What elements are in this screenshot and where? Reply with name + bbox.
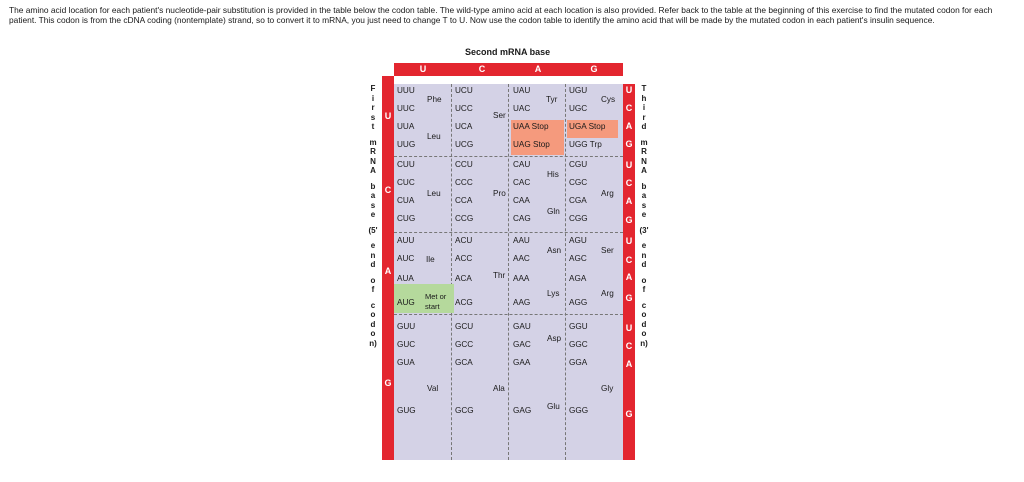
third-base-label: C <box>625 341 633 351</box>
codon-cell: GGU <box>569 322 588 331</box>
third-base-label: C <box>625 103 633 113</box>
codon-cell: CGA <box>569 196 587 205</box>
codon-cell: CGG <box>569 214 588 223</box>
codon-cell: UCA <box>455 122 473 131</box>
codon-cell: CGU <box>569 160 588 169</box>
second-base-a: A <box>534 64 542 74</box>
third-base-label: G <box>625 215 633 225</box>
third-base-label: U <box>625 85 633 95</box>
first-base-g: G <box>384 378 392 388</box>
axis-char: (5' <box>368 225 378 235</box>
third-base-label: C <box>625 178 633 188</box>
codon-cell: GCU <box>455 322 474 331</box>
axis-char: h <box>641 93 647 103</box>
axis-char: b <box>641 181 647 191</box>
axis-char: d <box>641 319 647 329</box>
second-base-g: G <box>590 64 598 74</box>
aa-leu: Leu <box>427 132 441 141</box>
axis-char: R <box>370 147 376 156</box>
codon-cell: GCG <box>455 406 474 415</box>
codon-cell: CAG <box>513 214 531 223</box>
axis-char: t <box>371 122 375 131</box>
codon-cell: AAU <box>513 236 530 245</box>
axis-char: s <box>641 200 647 210</box>
first-base-c: C <box>384 185 392 195</box>
axis-char: m <box>369 137 377 147</box>
axis-char: d <box>370 260 376 269</box>
codon-cell: CCG <box>455 214 474 223</box>
axis-char: (3' <box>639 225 649 235</box>
table-title: Second mRNA base <box>465 47 551 57</box>
codon-cell: GAA <box>513 358 531 367</box>
codon-cell: UCG <box>455 140 474 149</box>
aa-phe: Phe <box>427 95 442 104</box>
codon-cell: GGG <box>569 406 589 415</box>
axis-char: T <box>641 84 647 93</box>
first-base-u: U <box>384 111 392 121</box>
third-base-label: G <box>625 293 633 303</box>
aa-thr: Thr <box>493 271 506 280</box>
aa-met: Met or <box>425 292 447 301</box>
axis-char: f <box>371 285 375 294</box>
codon-cell: CUA <box>397 196 415 205</box>
aa-start: start <box>425 302 440 311</box>
codon-cell: AGU <box>569 236 587 245</box>
codon-cell: UUC <box>397 104 415 113</box>
codon-cell: AAC <box>513 254 530 263</box>
axis-char: i <box>642 103 646 112</box>
axis-char: e <box>641 210 647 219</box>
axis-char: i <box>371 93 375 103</box>
codon-cell: UUG <box>397 140 416 149</box>
axis-char: c <box>370 300 376 310</box>
codon-cell: ACG <box>455 298 473 307</box>
aa-arg-2: Arg <box>601 289 614 298</box>
aa-cys: Cys <box>601 95 616 104</box>
aa-glu: Glu <box>547 402 560 411</box>
aa-lys: Lys <box>547 289 560 298</box>
third-mrna-base-axis-label <box>639 84 649 348</box>
axis-char: N <box>641 156 647 166</box>
codon-cell: GGC <box>569 340 588 349</box>
axis-char: m <box>640 137 648 147</box>
aa-arg: Arg <box>601 189 614 198</box>
axis-char: d <box>370 319 376 329</box>
second-base-u: U <box>419 64 427 74</box>
axis-char: o <box>370 275 376 285</box>
aa-leu-2: Leu <box>427 189 441 198</box>
aa-his: His <box>547 170 559 179</box>
aa-pro: Pro <box>493 189 506 198</box>
codon-cell: ACA <box>455 274 472 283</box>
axis-char: A <box>370 166 376 175</box>
codon-cell: AAA <box>513 274 530 283</box>
first-base-a: A <box>384 266 392 276</box>
third-base-label: U <box>625 323 633 333</box>
codon-cell: CCC <box>455 178 473 187</box>
third-base-label: A <box>625 359 633 369</box>
codon-cell: UGA Stop <box>569 122 606 131</box>
codon-cell: AUU <box>397 236 415 245</box>
aa-gly: Gly <box>601 384 614 393</box>
second-base-c: C <box>478 64 486 74</box>
third-base-label: G <box>625 409 633 419</box>
axis-char: e <box>370 210 376 219</box>
third-base-label: U <box>625 160 633 170</box>
codon-cell: CGC <box>569 178 588 187</box>
aa-asp: Asp <box>547 334 562 343</box>
codon-grid <box>394 84 623 460</box>
axis-char: s <box>370 112 376 122</box>
axis-char: N <box>370 156 376 166</box>
codon-cell: AUG <box>397 298 415 307</box>
axis-char: a <box>641 191 647 200</box>
codon-cell: GUC <box>397 340 416 349</box>
aa-ser: Ser <box>493 111 506 120</box>
axis-char: n <box>370 250 376 260</box>
third-base-label: A <box>625 121 633 131</box>
codon-cell: UUA <box>397 122 415 131</box>
axis-char: o <box>370 329 376 338</box>
codon-cell: ACU <box>455 236 473 245</box>
codon-cell: UGC <box>569 104 588 113</box>
axis-char: s <box>370 200 376 210</box>
axis-char: a <box>370 191 376 200</box>
third-base-label: C <box>625 255 633 265</box>
codon-cell: CAU <box>513 160 531 169</box>
codon-cell: GUA <box>397 358 415 367</box>
axis-char: R <box>641 147 647 156</box>
codon-cell: GGA <box>569 358 588 367</box>
axis-char: d <box>641 122 647 131</box>
codon-cell: CCA <box>455 196 473 205</box>
codon-cell: GUU <box>397 322 416 331</box>
third-base-label: G <box>625 139 633 149</box>
aa-ile: Ile <box>426 255 435 264</box>
axis-char: d <box>641 260 647 269</box>
codon-cell: ACC <box>455 254 473 263</box>
axis-char: e <box>641 241 647 250</box>
codon-cell: AAG <box>513 298 531 307</box>
codon-cell: AGC <box>569 254 587 263</box>
codon-cell: AGA <box>569 274 587 283</box>
codon-cell: AUC <box>397 254 415 263</box>
codon-cell: UUU <box>397 86 415 95</box>
codon-cell: CAC <box>513 178 531 187</box>
codon-cell: GAC <box>513 340 531 349</box>
axis-char: n) <box>640 338 648 348</box>
first-mrna-base-axis-label <box>368 84 378 348</box>
aa-asn: Asn <box>547 246 562 255</box>
axis-char: o <box>641 329 647 338</box>
axis-char: F <box>370 84 376 93</box>
codon-cell: UCU <box>455 86 473 95</box>
codon-cell: CUC <box>397 178 415 187</box>
aa-gln: Gln <box>547 207 560 216</box>
third-base-label: A <box>625 196 633 206</box>
aa-tyr: Tyr <box>546 95 558 104</box>
codon-cell: UCC <box>455 104 473 113</box>
codon-cell: UAU <box>513 86 531 95</box>
codon-cell: GCC <box>455 340 474 349</box>
codon-cell: CAA <box>513 196 530 205</box>
codon-cell: GAU <box>513 322 531 331</box>
axis-char: r <box>371 103 375 112</box>
instructions-text: The amino acid location for each patient's nucleotide-pair substitution is provided in the table below the codon table. The wild-type amino acid at each location is also provided. Refer back to the table at the beginning of this exercise to find the mutated codon for each patient. This codon is from the cDNA coding (nontemplate) strand, so to convert it to mRNA, you just need to change T to U. Now use the codon table to identify the amino acid that will be made by the mutated codon in each patient's insulin sequence. <box>9 5 993 26</box>
codon-cell: UAC <box>513 104 531 113</box>
codon-cell: GUG <box>397 406 416 415</box>
aa-val: Val <box>427 384 439 393</box>
codon-cell: UAG Stop <box>513 140 550 149</box>
codon-cell: UGG Trp <box>569 140 602 149</box>
codon-cell: AGG <box>569 298 588 307</box>
axis-char: A <box>641 166 647 175</box>
aa-ser-2: Ser <box>601 246 614 255</box>
codon-cell: UAA Stop <box>513 122 549 131</box>
axis-char: r <box>642 112 646 122</box>
third-base-label: U <box>625 236 633 246</box>
third-base-label: A <box>625 272 633 282</box>
axis-char: c <box>641 300 647 310</box>
axis-char: b <box>370 181 376 191</box>
codon-cell: GCA <box>455 358 473 367</box>
aa-ala: Ala <box>493 384 505 393</box>
axis-char: o <box>370 310 376 319</box>
axis-char: o <box>641 275 647 285</box>
codon-cell: CUU <box>397 160 415 169</box>
axis-char: e <box>370 241 376 250</box>
codon-cell: GAG <box>513 406 532 415</box>
axis-char: n) <box>369 338 377 348</box>
axis-char: n <box>641 250 647 260</box>
codon-cell: CCU <box>455 160 473 169</box>
codon-cell: CUG <box>397 214 416 223</box>
codon-cell: AUA <box>397 274 414 283</box>
codon-cell: UGU <box>569 86 588 95</box>
axis-char: f <box>642 285 646 294</box>
axis-char: o <box>641 310 647 319</box>
